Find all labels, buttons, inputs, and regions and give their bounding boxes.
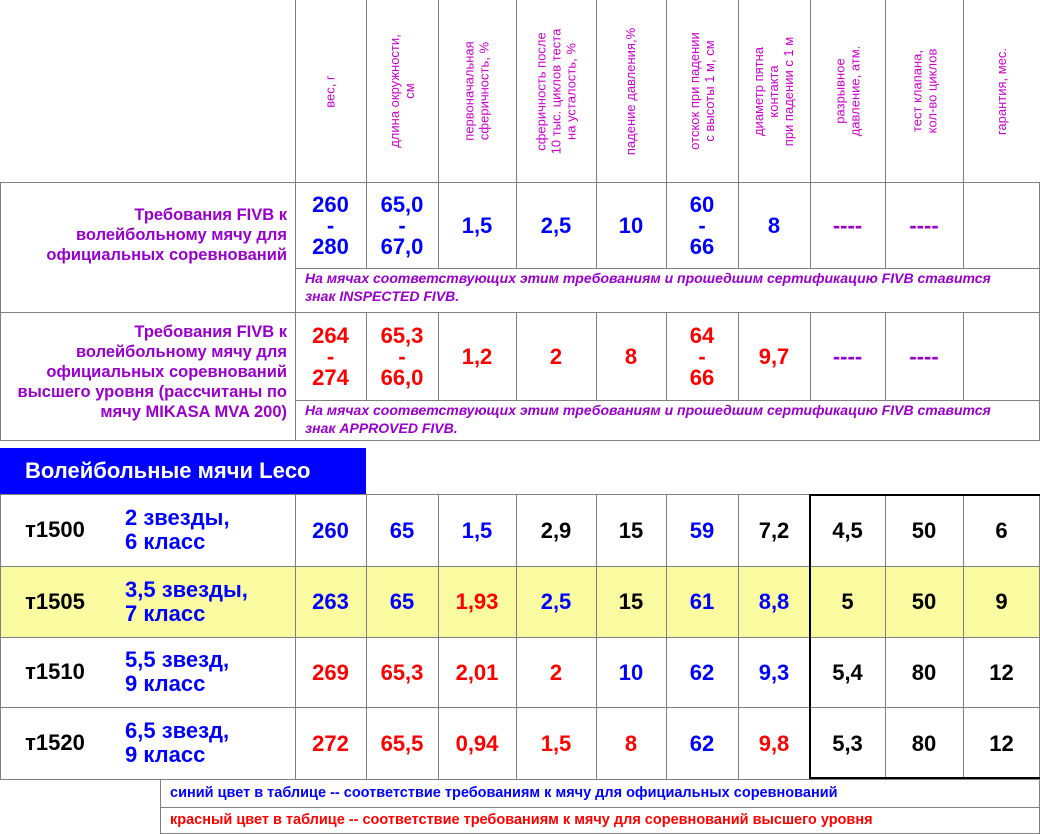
grid-line <box>963 182 964 268</box>
grid-line <box>295 400 1040 401</box>
ball-value: 1,5 <box>461 517 493 543</box>
ball-value: 5 <box>841 589 854 614</box>
requirement-value: ---- <box>909 212 939 238</box>
box-line <box>809 494 811 779</box>
requirement-value: 264 - 274 <box>312 322 349 390</box>
requirement-value: 2,5 <box>540 212 572 238</box>
ball-value: 65,5 <box>380 730 424 756</box>
grid-line <box>438 0 439 182</box>
grid-line <box>438 182 439 268</box>
ball-value: 2,01 <box>455 659 499 685</box>
grid-line <box>160 807 1040 808</box>
requirement-value: ---- <box>909 343 939 369</box>
grid-line <box>0 494 1 779</box>
ball-value: 9,3 <box>758 659 790 685</box>
ball-value: 62 <box>689 659 715 685</box>
ball-value: 8 <box>624 730 638 756</box>
ball-value: 272 <box>312 730 349 756</box>
ball-value: 2 <box>549 659 563 685</box>
column-header-label: отскок при падении с высоты 1 м, см <box>687 32 718 150</box>
grid-line <box>0 707 1040 708</box>
ball-value: 12 <box>989 730 1014 756</box>
requirement-value: 65,0 - 67,0 <box>380 191 424 259</box>
grid-line <box>885 494 886 779</box>
grid-line <box>810 0 811 182</box>
ball-value: 61 <box>689 589 715 614</box>
column-header <box>963 0 1040 182</box>
grid-line <box>666 0 667 182</box>
ball-model <box>0 637 295 707</box>
requirement-value: 2 <box>549 343 563 369</box>
grid-line <box>516 312 517 400</box>
section-title: Волейбольные мячи Leco <box>0 448 366 494</box>
grid-line <box>295 268 296 312</box>
grid-line <box>738 182 739 268</box>
requirement-value: ---- <box>832 343 863 369</box>
requirement-value: 9,7 <box>758 343 790 369</box>
grid-line <box>885 0 886 182</box>
ball-value: 7,2 <box>758 517 790 543</box>
grid-line <box>885 312 886 400</box>
column-header-label: разрывное давление, атм. <box>832 45 863 137</box>
grid-line <box>0 566 1040 567</box>
model-class: 5,5 звезд, 9 класс <box>125 647 230 696</box>
grid-line <box>963 494 964 779</box>
requirement-note: На мячах соответствующих этим требованиям и прошедшим сертификацию FIVB ставится знак APPROVED FIVB. <box>305 402 991 436</box>
ball-model <box>0 494 295 566</box>
ball-model <box>0 707 295 779</box>
ball-value: 2,9 <box>540 517 572 543</box>
grid-line <box>738 0 739 182</box>
ball-value: 15 <box>618 517 644 543</box>
grid-line <box>160 779 1040 780</box>
grid-line <box>738 312 739 400</box>
model-code: т1505 <box>25 588 85 614</box>
requirement-note: На мячах соответствующих этим требованиям и прошедшим сертификацию FIVB ставится знак INSPECTED FIVB. <box>305 270 991 304</box>
grid-line <box>516 182 517 268</box>
requirement-value: 64 - 66 <box>689 322 715 390</box>
ball-value: 4,5 <box>832 517 863 543</box>
grid-line <box>963 312 964 400</box>
legend-blue: синий цвет в таблице -- соответствие требованиям к мячу для официальных соревнований <box>170 785 838 801</box>
grid-line <box>295 494 296 779</box>
ball-value: 10 <box>618 659 644 685</box>
requirement-value: 1,5 <box>461 212 493 238</box>
grid-line <box>596 312 597 400</box>
box-line <box>809 494 1040 496</box>
grid-line <box>438 312 439 400</box>
column-header-label: вес, г <box>323 74 338 108</box>
grid-line <box>516 494 517 779</box>
requirement-value: 260 - 280 <box>312 191 349 259</box>
grid-line <box>963 0 964 182</box>
ball-value: 65 <box>389 517 415 543</box>
grid-line <box>596 182 597 268</box>
ball-value: 2,5 <box>540 589 572 614</box>
ball-value: 0,94 <box>455 730 499 756</box>
grid-line <box>738 494 739 779</box>
grid-line <box>366 0 367 182</box>
grid-line <box>295 182 296 268</box>
model-class: 3,5 звезды, 7 класс <box>125 576 248 626</box>
grid-line <box>596 494 597 779</box>
requirement-title: Требования FIVB к волейбольному мячу для официальных соревнований высшего уровня (рассчитаны по мячу MIKASA MVA 200) <box>17 323 287 421</box>
grid-line <box>366 312 367 400</box>
column-header-label: сферичность после 10 тыс. циклов теста на усталость, % <box>533 28 579 154</box>
column-header <box>596 0 666 182</box>
grid-line <box>666 312 667 400</box>
ball-value: 59 <box>689 517 715 543</box>
ball-value: 50 <box>911 589 937 614</box>
column-header <box>438 0 516 182</box>
requirement-value: 10 <box>618 212 644 238</box>
ball-value: 5,4 <box>832 659 863 685</box>
column-header-label: диаметр пятна контакта при падении с 1 м <box>751 36 797 146</box>
requirement-value: 8 <box>767 212 781 238</box>
column-header-label: тест клапана, кол-во циклов <box>909 48 940 134</box>
ball-value: 1,93 <box>455 589 499 614</box>
grid-line <box>0 182 1040 183</box>
column-header-label: гарантия, мес. <box>994 47 1009 135</box>
ball-value: 15 <box>618 589 644 614</box>
grid-line <box>0 637 1040 638</box>
grid-line <box>295 268 1040 269</box>
grid-line <box>295 400 296 440</box>
model-code: т1500 <box>25 517 85 542</box>
grid-line <box>366 182 367 268</box>
ball-value: 9,8 <box>758 730 790 756</box>
grid-line <box>810 312 811 400</box>
column-header <box>810 0 885 182</box>
ball-value: 260 <box>312 517 349 543</box>
requirement-value: 60 - 66 <box>689 191 715 259</box>
ball-value: 65 <box>389 589 415 614</box>
grid-line <box>295 0 296 182</box>
ball-value: 80 <box>911 659 937 685</box>
ball-value: 80 <box>911 730 937 756</box>
grid-line <box>885 182 886 268</box>
grid-line <box>0 440 1040 441</box>
grid-line <box>295 312 296 400</box>
requirement-value <box>963 182 1040 268</box>
ball-value: 50 <box>911 517 937 543</box>
grid-line <box>0 182 1 312</box>
grid-line <box>0 312 1040 313</box>
column-header <box>666 0 738 182</box>
column-header-label: длина окружности, см <box>387 34 418 148</box>
grid-line <box>810 182 811 268</box>
grid-line <box>160 779 161 834</box>
legend-red: красный цвет в таблице -- соответствие требованиям к мячу для соревнований высшего уровня <box>170 812 873 828</box>
ball-value: 263 <box>312 589 349 614</box>
ball-model <box>0 566 295 637</box>
model-code: т1520 <box>25 730 85 755</box>
requirement-value: 1,2 <box>461 343 493 369</box>
ball-value: 62 <box>689 730 715 756</box>
grid-line <box>438 494 439 779</box>
column-header-label: падение давления,% <box>623 27 639 155</box>
grid-line <box>666 494 667 779</box>
column-header-label: первоначальная сферичность, % <box>462 41 492 141</box>
requirement-value: 8 <box>624 343 638 369</box>
model-code: т1510 <box>25 659 85 684</box>
ball-value: 65,3 <box>380 659 424 685</box>
model-class: 2 звезды, 6 класс <box>125 505 230 554</box>
ball-value: 1,5 <box>540 730 572 756</box>
column-header <box>516 0 596 182</box>
ball-value: 12 <box>989 659 1014 685</box>
column-header <box>366 0 438 182</box>
column-header <box>885 0 963 182</box>
grid-line <box>596 0 597 182</box>
requirement-value <box>963 312 1040 400</box>
column-header <box>295 0 366 182</box>
requirement-title: Требования FIVB к волейбольному мячу для официальных соревнований <box>46 206 287 264</box>
grid-line <box>666 182 667 268</box>
ball-value: 269 <box>312 659 349 685</box>
ball-value: 6 <box>995 517 1008 543</box>
ball-value: 8,8 <box>758 589 790 614</box>
grid-line <box>366 494 367 779</box>
grid-line <box>516 0 517 182</box>
grid-line <box>0 312 1 440</box>
requirement-value: ---- <box>832 212 863 238</box>
ball-value: 9 <box>995 589 1008 614</box>
ball-value: 5,3 <box>832 730 863 756</box>
requirement-value: 65,3 - 66,0 <box>380 322 424 390</box>
column-header <box>738 0 810 182</box>
model-class: 6,5 звезд, 9 класс <box>125 718 230 767</box>
